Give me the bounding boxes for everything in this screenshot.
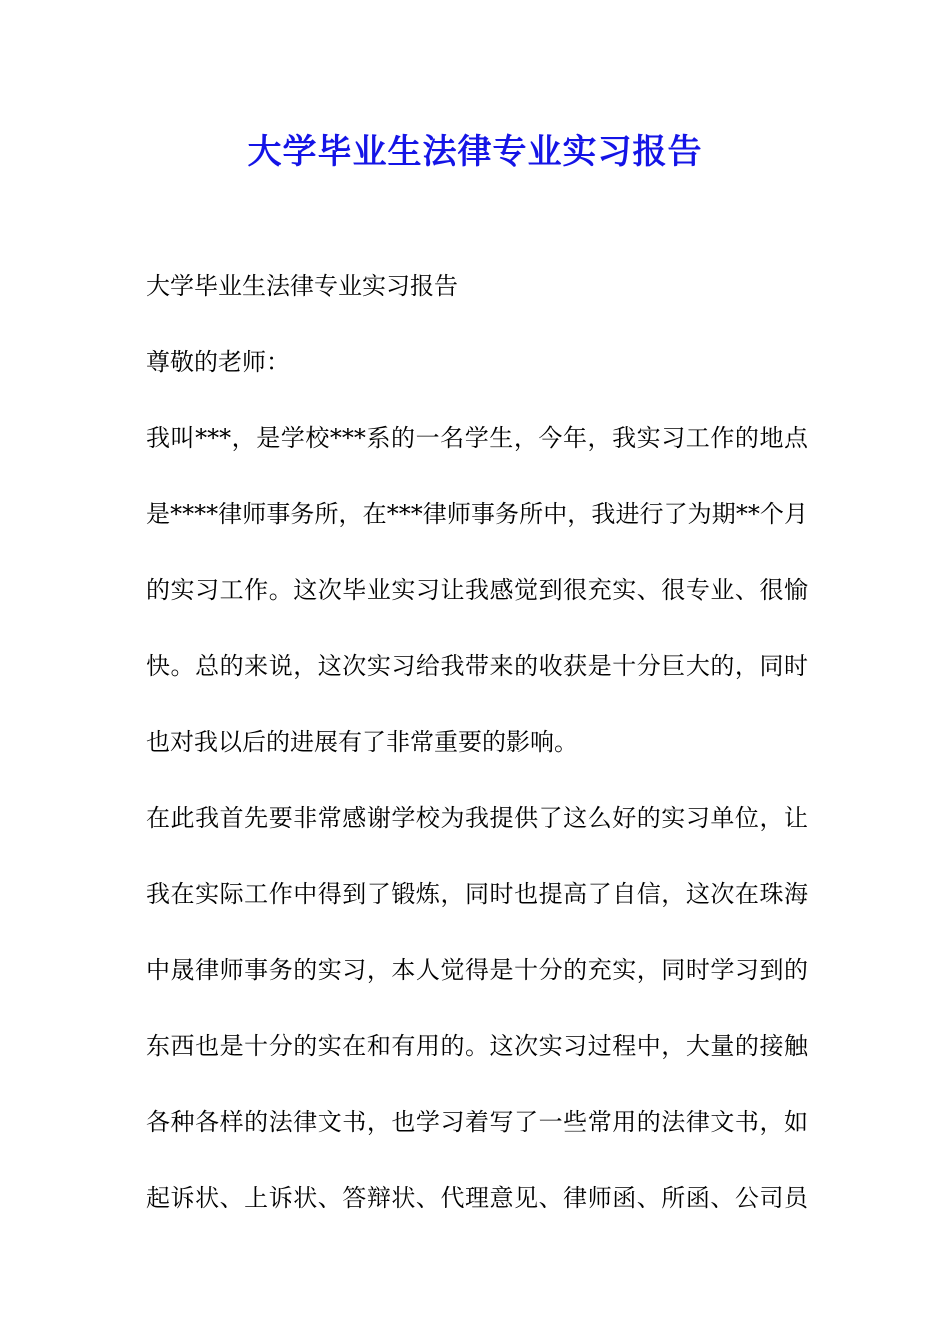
text-line: 的实习工作。这次毕业实习让我感觉到很充实、很专业、很愉 bbox=[146, 576, 808, 604]
text-line: 中晟律师事务的实习，本人觉得是十分的充实，同时学习到的 bbox=[146, 956, 808, 984]
text-line: 是****律师事务所，在***律师事务所中，我进行了为期**个月 bbox=[146, 500, 808, 528]
text-line: 我叫***，是学校***系的一名学生，今年，我实习工作的地点 bbox=[146, 424, 808, 452]
text-line: 快。总的来说，这次实习给我带来的收获是十分巨大的，同时 bbox=[146, 652, 808, 680]
text-line: 尊敬的老师： bbox=[146, 348, 290, 376]
text-line: 我在实际工作中得到了锻炼，同时也提高了自信，这次在珠海 bbox=[146, 880, 808, 908]
document-body bbox=[146, 260, 808, 1248]
text-line: 各种各样的法律文书，也学习着写了一些常用的法律文书，如 bbox=[146, 1108, 808, 1136]
text-line: 起诉状、上诉状、答辩状、代理意见、律师函、所函、公司员 bbox=[146, 1184, 808, 1212]
document-title: 大学毕业生法律专业实习报告 bbox=[247, 132, 703, 172]
text-line: 在此我首先要非常感谢学校为我提供了这么好的实习单位，让 bbox=[146, 804, 808, 832]
text-line: 也对我以后的进展有了非常重要的影响。 bbox=[146, 728, 578, 756]
text-line: 东西也是十分的实在和有用的。这次实习过程中，大量的接触 bbox=[146, 1032, 808, 1060]
text-line: 大学毕业生法律专业实习报告 bbox=[146, 272, 458, 300]
